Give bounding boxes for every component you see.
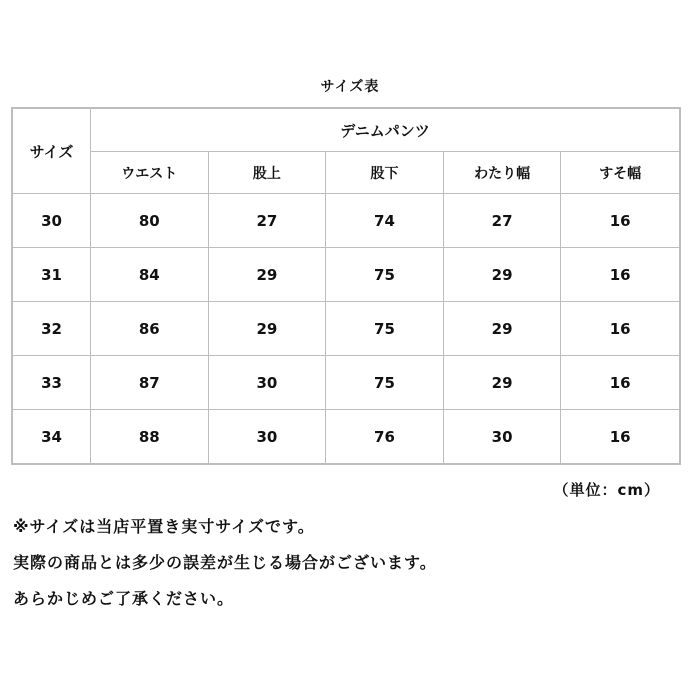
size-column-header: サイズ [13, 109, 91, 194]
table-cell: 27 [444, 194, 562, 248]
column-header-inseam: 股下 [326, 152, 444, 194]
table-cell: 76 [326, 410, 444, 463]
table-cell: 75 [326, 248, 444, 302]
size-chart-title: サイズ表 [320, 79, 380, 95]
note-line: ※サイズは当店平置き実寸サイズです。 [13, 517, 315, 536]
table-row [13, 248, 679, 302]
table-row [13, 302, 679, 356]
table-cell: 80 [91, 194, 209, 248]
table-cell: 30 [209, 356, 327, 410]
note-line: あらかじめご了承ください。 [13, 589, 235, 608]
table-cell: 88 [91, 410, 209, 463]
table-cell: 16 [561, 248, 679, 302]
table-cell: 30 [209, 410, 327, 463]
group-header: デニムパンツ [91, 109, 679, 152]
table-row [13, 410, 679, 463]
size-cell: 30 [13, 194, 91, 248]
unit-label: （単位：cm） [553, 481, 660, 499]
table-cell: 29 [444, 356, 562, 410]
table-header-row [13, 109, 679, 152]
table-cell: 75 [326, 356, 444, 410]
table-cell: 29 [209, 302, 327, 356]
column-header-hem: すそ幅 [561, 152, 679, 194]
column-header-rise: 股上 [209, 152, 327, 194]
size-cell: 31 [13, 248, 91, 302]
table-cell: 29 [209, 248, 327, 302]
column-header-waist: ウエスト [91, 152, 209, 194]
table-cell: 29 [444, 248, 562, 302]
table-cell: 16 [561, 302, 679, 356]
table-subheader-row [13, 152, 679, 194]
table-cell: 27 [209, 194, 327, 248]
table-cell: 87 [91, 356, 209, 410]
notes [13, 509, 683, 617]
column-header-thigh: わたり幅 [444, 152, 562, 194]
size-cell: 34 [13, 410, 91, 463]
table-cell: 16 [561, 194, 679, 248]
table-row [13, 194, 679, 248]
table-cell: 30 [444, 410, 562, 463]
table-cell: 86 [91, 302, 209, 356]
table-row [13, 356, 679, 410]
table-cell: 29 [444, 302, 562, 356]
size-table [11, 107, 681, 465]
size-cell: 33 [13, 356, 91, 410]
size-cell: 32 [13, 302, 91, 356]
note-line: 実際の商品とは多少の誤差が生じる場合がございます。 [13, 553, 437, 572]
table-cell: 75 [326, 302, 444, 356]
table-cell: 74 [326, 194, 444, 248]
table-cell: 84 [91, 248, 209, 302]
table-cell: 16 [609, 427, 631, 446]
table-cell: 16 [561, 356, 679, 410]
